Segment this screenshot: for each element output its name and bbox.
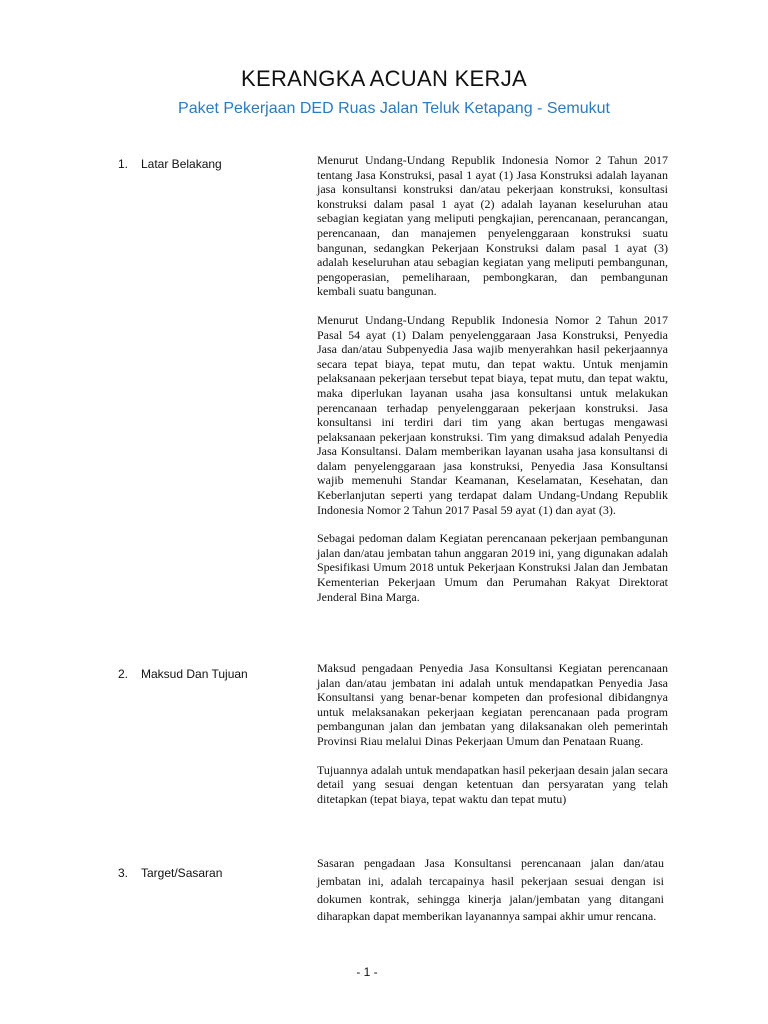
section-number: 2.	[118, 667, 129, 681]
section-body	[317, 153, 668, 618]
section-body	[317, 661, 668, 820]
section-title: Target/Sasaran	[141, 866, 223, 880]
section-number: 3.	[118, 866, 129, 880]
paragraph: Tujuannya adalah untuk mendapatkan hasil pekerjaan desain jalan secara detail yang sesuai dengan ketentuan dan persyaratan yang telah ditetapkan (tepat biaya, tepat waktu dan tepat mutu)	[317, 762, 668, 806]
paragraph: Menurut Undang-Undang Republik Indonesia Nomor 2 Tahun 2017 tentang Jasa Konstruksi, pasal 1 ayat (1) Jasa Konstruksi adalah layanan jasa konsultansi konstruksi dan/atau pekerjaan konstruksi, konsultasi konstruksi dalam pasal 1 ayat (2) adalah layanan keseluruhan atau sebagian kegiatan yang meliputi pengkajian, perencanaan, perancangan, perencanaan, dan manajemen penyelenggaraan konstruksi suatu bangunan, sedangkan Pekerjaan Konstruksi dalam pasal 1 ayat (3) adalah keseluruhan atau sebagian kegiatan yang meliputi pembangunan, pengoperasian, pemeliharaan, pembongkaran, dan pembangunan kembali suatu bangunan.	[317, 153, 668, 299]
section-label	[118, 667, 248, 681]
document-subtitle: Paket Pekerjaan DED Ruas Jalan Teluk Ketapang - Semukut	[178, 100, 610, 117]
document-title: KERANGKA ACUAN KERJA	[241, 66, 527, 91]
section-title: Latar Belakang	[141, 157, 222, 171]
page-number: - 1 -	[356, 965, 378, 979]
paragraph: Sasaran pengadaan Jasa Konsultansi perencanaan jalan dan/atau jembatan ini, adalah tercapainya hasil pekerjaan sesuai dengan isi dokumen kontrak, sehingga kinerja jalan/jembatan yang ditangani diharapkan dapat memberikan layanannya sampai akhir umur rencana.	[317, 856, 664, 924]
section-title: Maksud Dan Tujuan	[141, 667, 248, 681]
paragraph: Maksud pengadaan Penyedia Jasa Konsultansi Kegiatan perencanaan jalan dan/atau jembatan ini adalah untuk mendapatkan Penyedia Jasa Konsultansi yang benar-benar kompeten dan profesional dibidangnya untuk melaksanakan pekerjaan kegiatan perencanaan pada program pembangunan jalan dan jembatan yang dilaksanakan oleh pemerintah Provinsi Riau melalui Dinas Pekerjaan Umum dan Penataan Ruang.	[317, 661, 668, 748]
section-label	[118, 157, 222, 171]
paragraph: Sebagai pedoman dalam Kegiatan perencanaan pekerjaan pembangunan jalan dan/atau jembatan tahun anggaran 2019 ini, yang digunakan adalah Spesifikasi Umum 2018 untuk Pekerjaan Konstruksi Jalan dan Jembatan Kementerian Pekerjaan Umum dan Perumahan Rakyat Direktorat Jenderal Bina Marga.	[317, 531, 668, 604]
section-label	[118, 866, 222, 880]
paragraph: Menurut Undang-Undang Republik Indonesia Nomor 2 Tahun 2017 Pasal 54 ayat (1) Dalam penyelenggaraan Jasa Konstruksi, Penyedia Jasa dan/atau Subpenyedia Jasa wajib menyerahkan hasil pekerjaannya secara tepat biaya, tepat mutu, dan tepat waktu. Untuk menjamin pelaksanaan pekerjaan tersebut tepat biaya, tepat mutu, dan tepat waktu, maka diperlukan layanan usaha jasa konsultansi untuk melakukan perencanaan terhadap penyelenggaraan pekerjaan konstruksi. Jasa konsultansi ini terdiri dari tim yang akan bertugas mengawasi pelaksanaan pekerjaan konstruksi. Tim yang dimaksud adalah Penyedia Jasa Konsultansi. Dalam memberikan layanan usaha jasa konsultansi di dalam penyelenggaraan jasa konstruksi, Penyedia Jasa Konsultansi wajib memenuhi Standar Keamanan, Keselamatan, Kesehatan, dan Keberlanjutan seperti yang terdapat dalam Undang-Undang Republik Indonesia Nomor 2 Tahun 2017 Pasal 59 ayat (1) dan ayat (3).	[317, 312, 668, 517]
section-number: 1.	[118, 157, 129, 171]
section-body	[317, 855, 664, 940]
